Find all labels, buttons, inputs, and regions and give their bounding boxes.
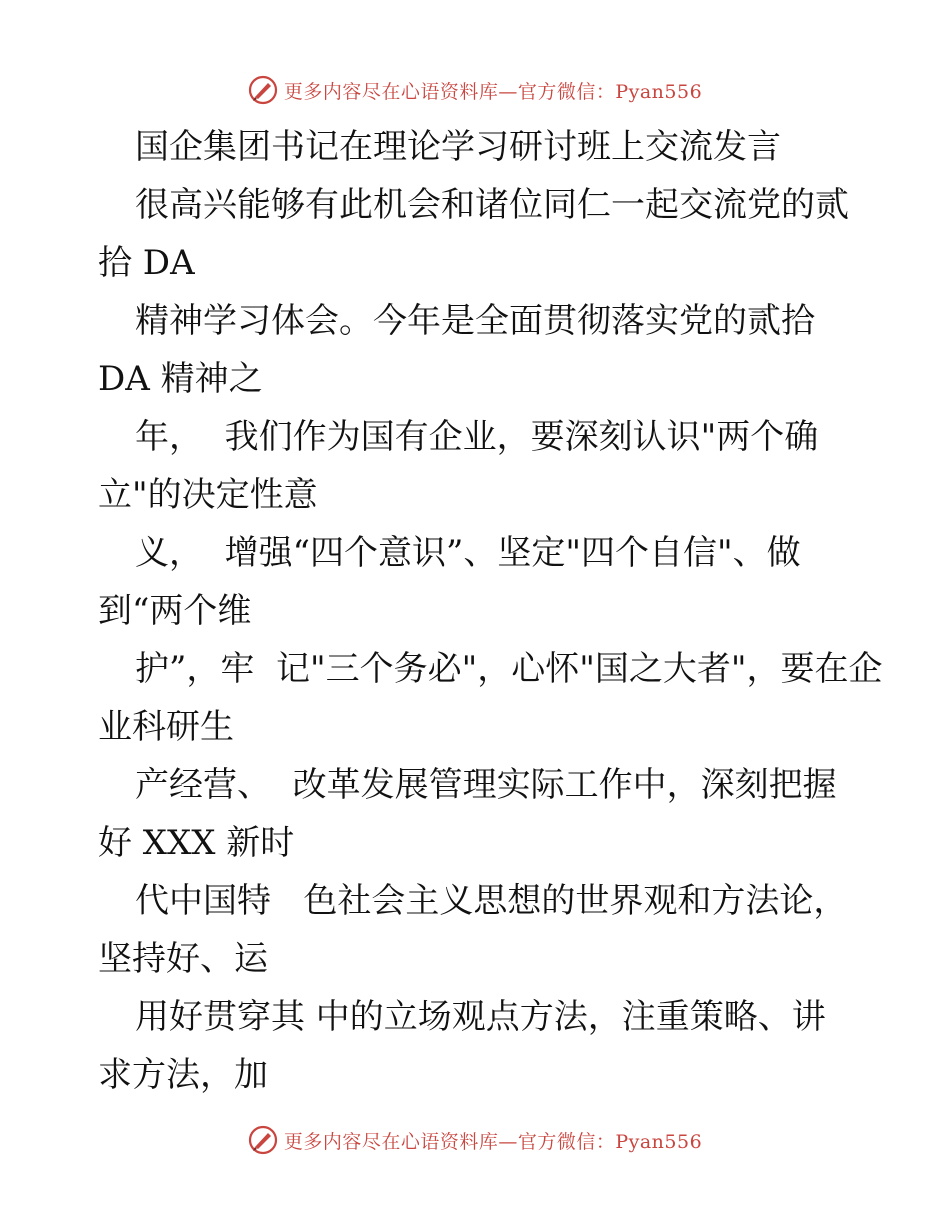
text-line: 好 XXX 新时 (98, 823, 295, 863)
text-line: 精神学习体会。今年是全面贯彻落实党的贰拾 (135, 301, 815, 341)
text-line: 立"的决定性意 (98, 475, 318, 515)
quill-pen-logo-icon (248, 1125, 278, 1155)
footer-banner-text: 更多内容尽在心语资料库—官方微信：Pyan556 (283, 1130, 703, 1153)
text-line: 年， 我们作为国有企业，要深刻认识"两个确 (135, 417, 819, 457)
footer-banner (0, 1122, 950, 1158)
header-banner (0, 72, 950, 108)
text-line: 产经营、 改革发展管理实际工作中，深刻把握 (135, 765, 837, 805)
text-line: 业科研生 (98, 707, 234, 747)
header-banner-text: 更多内容尽在心语资料库—官方微信：Pyan556 (283, 80, 703, 103)
text-line: 坚持好、运 (98, 939, 268, 979)
text-line: 到“两个维 (98, 591, 252, 631)
text-line: 求方法，加 (98, 1055, 268, 1095)
quill-pen-logo-icon (248, 75, 278, 105)
text-line: 用好贯穿其 中的立场观点方法，注重策略、讲 (135, 997, 826, 1037)
text-line: 代中国特 色社会主义思想的世界观和方法论， (135, 881, 848, 921)
text-line: DA 精神之 (98, 359, 263, 399)
text-line: 护”，牢 记"三个务必"，心怀"国之大者"，要在企 (135, 649, 883, 689)
text-line: 义， 增强“四个意识”、坚定"四个自信"、做 (135, 533, 801, 573)
text-line: 很高兴能够有此机会和诸位同仁一起交流党的贰 (135, 185, 849, 225)
document-body (98, 118, 883, 1104)
text-line: 拾 DA (98, 243, 195, 283)
document-title: 国企集团书记在理论学习研讨班上交流发言 (135, 127, 781, 167)
